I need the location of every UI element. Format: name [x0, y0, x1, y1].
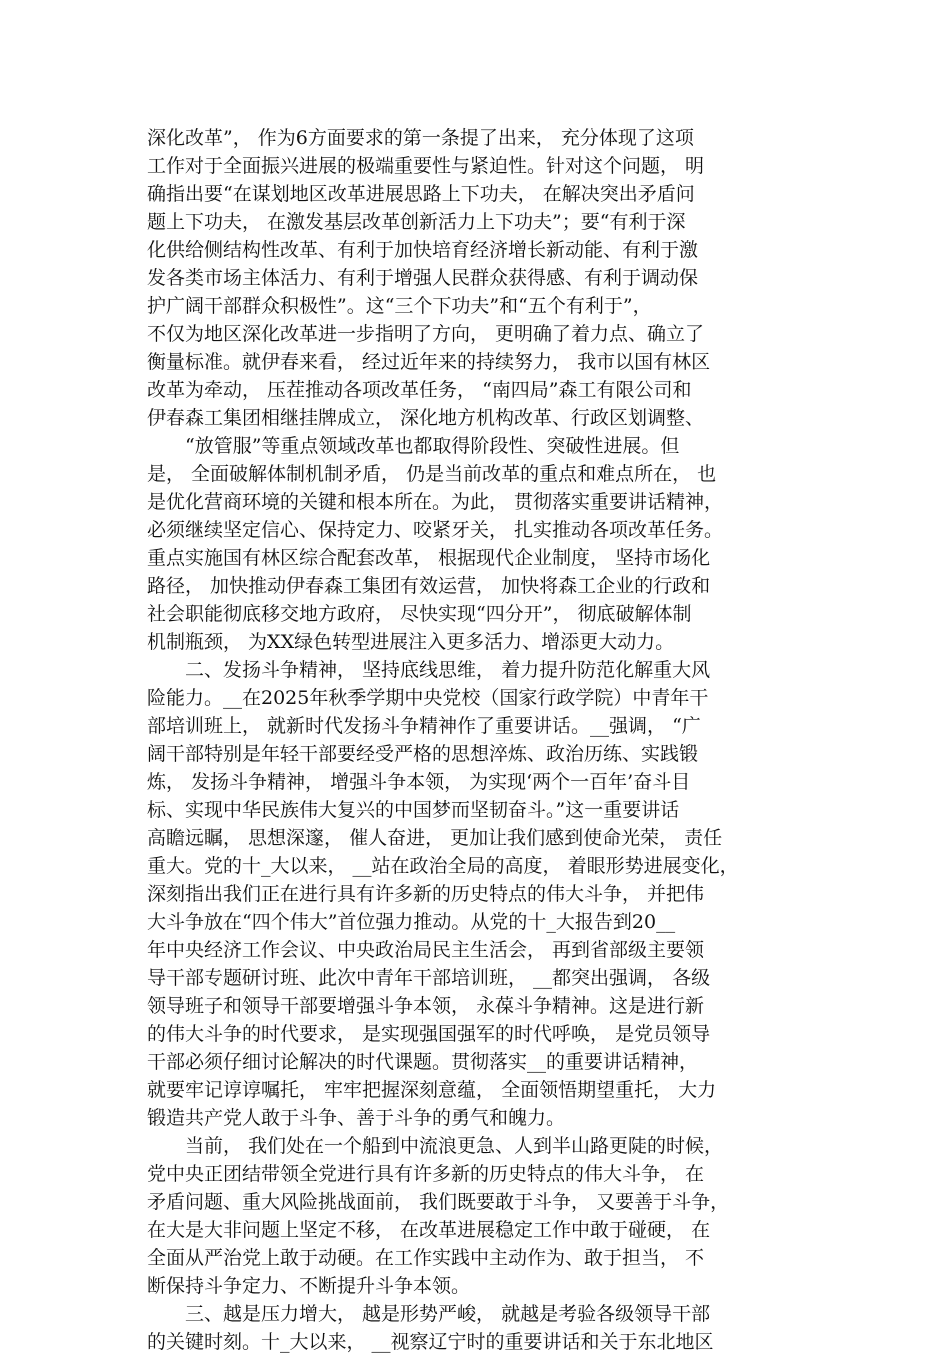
text-line: 衡量标准。就伊春来看， 经过近年来的持续努力， 我市以国有林区	[147, 351, 711, 373]
text-line: 是优化营商环境的关键和根本所在。为此， 贯彻落实重要讲话精神，	[147, 491, 724, 513]
text-line: 不仅为地区深化改革进一步指明了方向， 更明确了着力点、确立了	[147, 323, 705, 345]
text-line: 发各类市场主体活力、有利于增强人民群众获得感、有利于调动保	[147, 267, 699, 289]
text-line: 伊春森工集团相继挂牌成立， 深化地方机构改革、行政区划调整、	[147, 407, 705, 429]
text-line: 高瞻远瞩， 思想深邃， 催人奋进， 更加让我们感到使命光荣， 责任	[147, 827, 723, 849]
text-line: 当前， 我们处在一个船到中流浪更急、人到半山路更陡的时候，	[185, 1135, 724, 1157]
text-line: 的关键时刻。十_大以来， __视察辽宁时的重要讲话和关于东北地区	[147, 1331, 714, 1353]
text-line: 矛盾问题、重大风险挑战面前， 我们既要敢于斗争， 又要善于斗争，	[147, 1191, 730, 1213]
text-line: 工作对于全面振兴进展的极端重要性与紧迫性。针对这个问题， 明	[147, 155, 705, 177]
text-line: 干部必须仔细讨论解决的时代课题。贯彻落实__的重要讲话精神，	[147, 1051, 699, 1073]
text-line: 险能力。__在2025年秋季学期中央党校（国家行政学院）中青年干	[147, 687, 709, 709]
text-line: 确指出要“在谋划地区改革进展思路上下功夫， 在解决突出矛盾问	[147, 183, 695, 205]
text-line: 全面从严治党上敢于动硬。在工作实践中主动作为、敢于担当， 不	[147, 1247, 705, 1269]
text-line: 阔干部特别是年轻干部要经受严格的思想淬炼、政治历练、实践锻	[147, 743, 699, 765]
text-line: 年中央经济工作会议、中央政治局民主生活会， 再到省部级主要领	[147, 939, 705, 961]
text-line: 重大。党的十_大以来， __站在政治全局的高度， 着眼形势进展变化，	[147, 855, 739, 877]
text-line: “放管服”等重点领域改革也都取得阶段性、突破性进展。但	[185, 435, 680, 457]
text-line: 断保持斗争定力、不断提升斗争本领。	[147, 1275, 471, 1297]
text-line: 社会职能彻底移交地方政府， 尽快实现“四分开”， 彻底破解体制	[147, 603, 692, 625]
text-line: 三、越是压力增大， 越是形势严峻， 就越是考验各级领导干部	[185, 1303, 711, 1325]
body-text	[147, 124, 812, 1356]
text-line: 深刻指出我们正在进行具有许多新的历史特点的伟大斗争， 并把伟	[147, 883, 705, 905]
text-line: 护广阔干部群众积极性”。这“三个下功夫”和“五个有利于”，	[147, 295, 652, 317]
text-line: 导干部专题研讨班、此次中青年干部培训班， __都突出强调， 各级	[147, 967, 711, 989]
text-line: 炼， 发扬斗争精神， 增强斗争本领， 为实现‘两个一百年’奋斗目	[147, 771, 691, 793]
text-line: 题上下功夫， 在激发基层改革创新活力上下功夫”；要“有利于深	[147, 211, 686, 233]
text-line: 深化改革”， 作为6方面要求的第一条提了出来， 充分体现了这项	[147, 127, 694, 149]
text-line: 标、实现中华民族伟大复兴的中国梦而坚韧奋斗。”这一重要讲话	[147, 799, 680, 821]
text-line: 必须继续坚定信心、保持定力、咬紧牙关， 扎实推动各项改革任务。	[147, 519, 724, 541]
text-line: 机制瓶颈， 为XX绿色转型进展注入更多活力、增添更大动力。	[147, 631, 675, 653]
text-line: 领导班子和领导干部要增强斗争本领， 永葆斗争精神。这是进行新	[147, 995, 705, 1017]
text-line: 改革为牵动， 压茬推动各项改革任务， “南四局”森工有限公司和	[147, 379, 692, 401]
text-line: 二、发扬斗争精神， 坚持底线思维， 着力提升防范化解重大风	[185, 659, 711, 681]
text-line: 路径， 加快推动伊春森工集团有效运营， 加快将森工企业的行政和	[147, 575, 711, 597]
text-line: 在大是大非问题上坚定不移， 在改革进展稳定工作中敢于碰硬， 在	[147, 1219, 711, 1241]
text-line: 化供给侧结构性改革、有利于加快培育经济增长新动能、有利于激	[147, 239, 699, 261]
text-line: 的伟大斗争的时代要求， 是实现强国强军的时代呼唤， 是党员领导	[147, 1023, 711, 1045]
text-line: 重点实施国有林区综合配套改革， 根据现代企业制度， 坚持市场化	[147, 547, 711, 569]
text-line: 大斗争放在“四个伟大”首位强力推动。从党的十_大报告到20__	[147, 911, 676, 933]
text-line: 是， 全面破解体制机制矛盾， 仍是当前改革的重点和难点所在， 也	[147, 463, 717, 485]
text-line: 党中央正团结带领全党进行具有许多新的历史特点的伟大斗争， 在	[147, 1163, 705, 1185]
text-line: 部培训班上， 就新时代发扬斗争精神作了重要讲话。__强调， “广	[147, 715, 701, 737]
text-line: 就要牢记谆谆嘱托， 牢牢把握深刻意蕴， 全面领悟期望重托， 大力	[147, 1079, 717, 1101]
text-line: 锻造共产党人敢于斗争、善于斗争的勇气和魄力。	[147, 1107, 566, 1129]
